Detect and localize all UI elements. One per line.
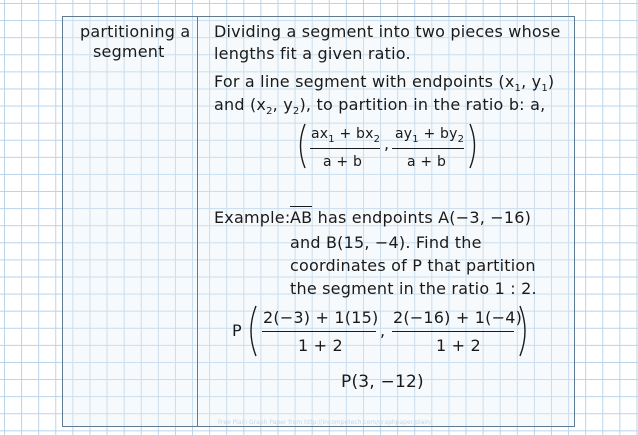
subscript: 1: [328, 134, 335, 145]
example-text: has endpoints A(−3, −16): [312, 208, 532, 227]
subscript: 2: [457, 134, 465, 145]
segment-name: AB: [290, 208, 313, 227]
formula-numerator-2: [395, 126, 464, 145]
intro-text: For a line segment with endpoints (x: [214, 72, 515, 91]
solution-numerator-1: 2(−3) + 1(15): [263, 308, 379, 327]
right-paren: [470, 124, 475, 168]
formula-comma: ,: [384, 134, 390, 153]
example-line-1: [290, 208, 531, 227]
subscript: 2: [373, 134, 381, 145]
term-line-1: partitioning a: [80, 22, 191, 41]
num-text: + bx: [334, 126, 374, 142]
num-text: ax: [311, 126, 329, 142]
example-label: Example:: [214, 208, 291, 227]
fraction-bar: [262, 331, 376, 332]
num-text: + by: [418, 126, 458, 142]
num-text: ay: [395, 126, 413, 142]
example-line-4: the segment in the ratio 1 : 2.: [290, 279, 537, 298]
solution-comma: ,: [380, 321, 386, 340]
definition-line-2: lengths fit a given ratio.: [214, 44, 411, 63]
intro-text: ), to partition in the ratio b: a,: [299, 95, 546, 114]
intro-text: ): [547, 72, 555, 91]
solution-denominator-1: 1 + 2: [298, 336, 343, 355]
subscript: 2: [266, 106, 273, 117]
subscript: 1: [541, 83, 548, 94]
fraction-bar: [392, 331, 514, 332]
definition-line-1: Dividing a segment into two pieces whose: [214, 22, 561, 41]
solution-answer: P(3, −12): [341, 372, 424, 392]
subscript: 2: [292, 106, 300, 117]
example-line-2: and B(15, −4). Find the: [290, 233, 482, 252]
intro-text: , y: [521, 72, 542, 91]
subscript: 1: [412, 134, 419, 145]
footer-credit: Free Plain Graph Paper from http://incompetech.com/graphpaper/plain/: [218, 419, 432, 426]
formula-denominator-1: a + b: [323, 154, 363, 170]
example-line-3: coordinates of P that partition: [290, 256, 536, 275]
intro-text: and (x: [214, 95, 267, 114]
intro-text: , y: [272, 95, 293, 114]
solution-numerator-2: 2(−16) + 1(−4): [393, 308, 523, 327]
fraction-bar: [392, 148, 464, 149]
formula-numerator-1: [311, 126, 380, 145]
left-paren: [301, 124, 306, 168]
point-label: P: [232, 321, 242, 340]
formula-denominator-2: a + b: [407, 154, 447, 170]
subscript: 1: [514, 83, 522, 94]
solution-denominator-2: 1 + 2: [436, 336, 481, 355]
fraction-bar: [310, 148, 380, 149]
term-line-2: segment: [93, 42, 165, 61]
left-paren-solution: [251, 306, 256, 356]
